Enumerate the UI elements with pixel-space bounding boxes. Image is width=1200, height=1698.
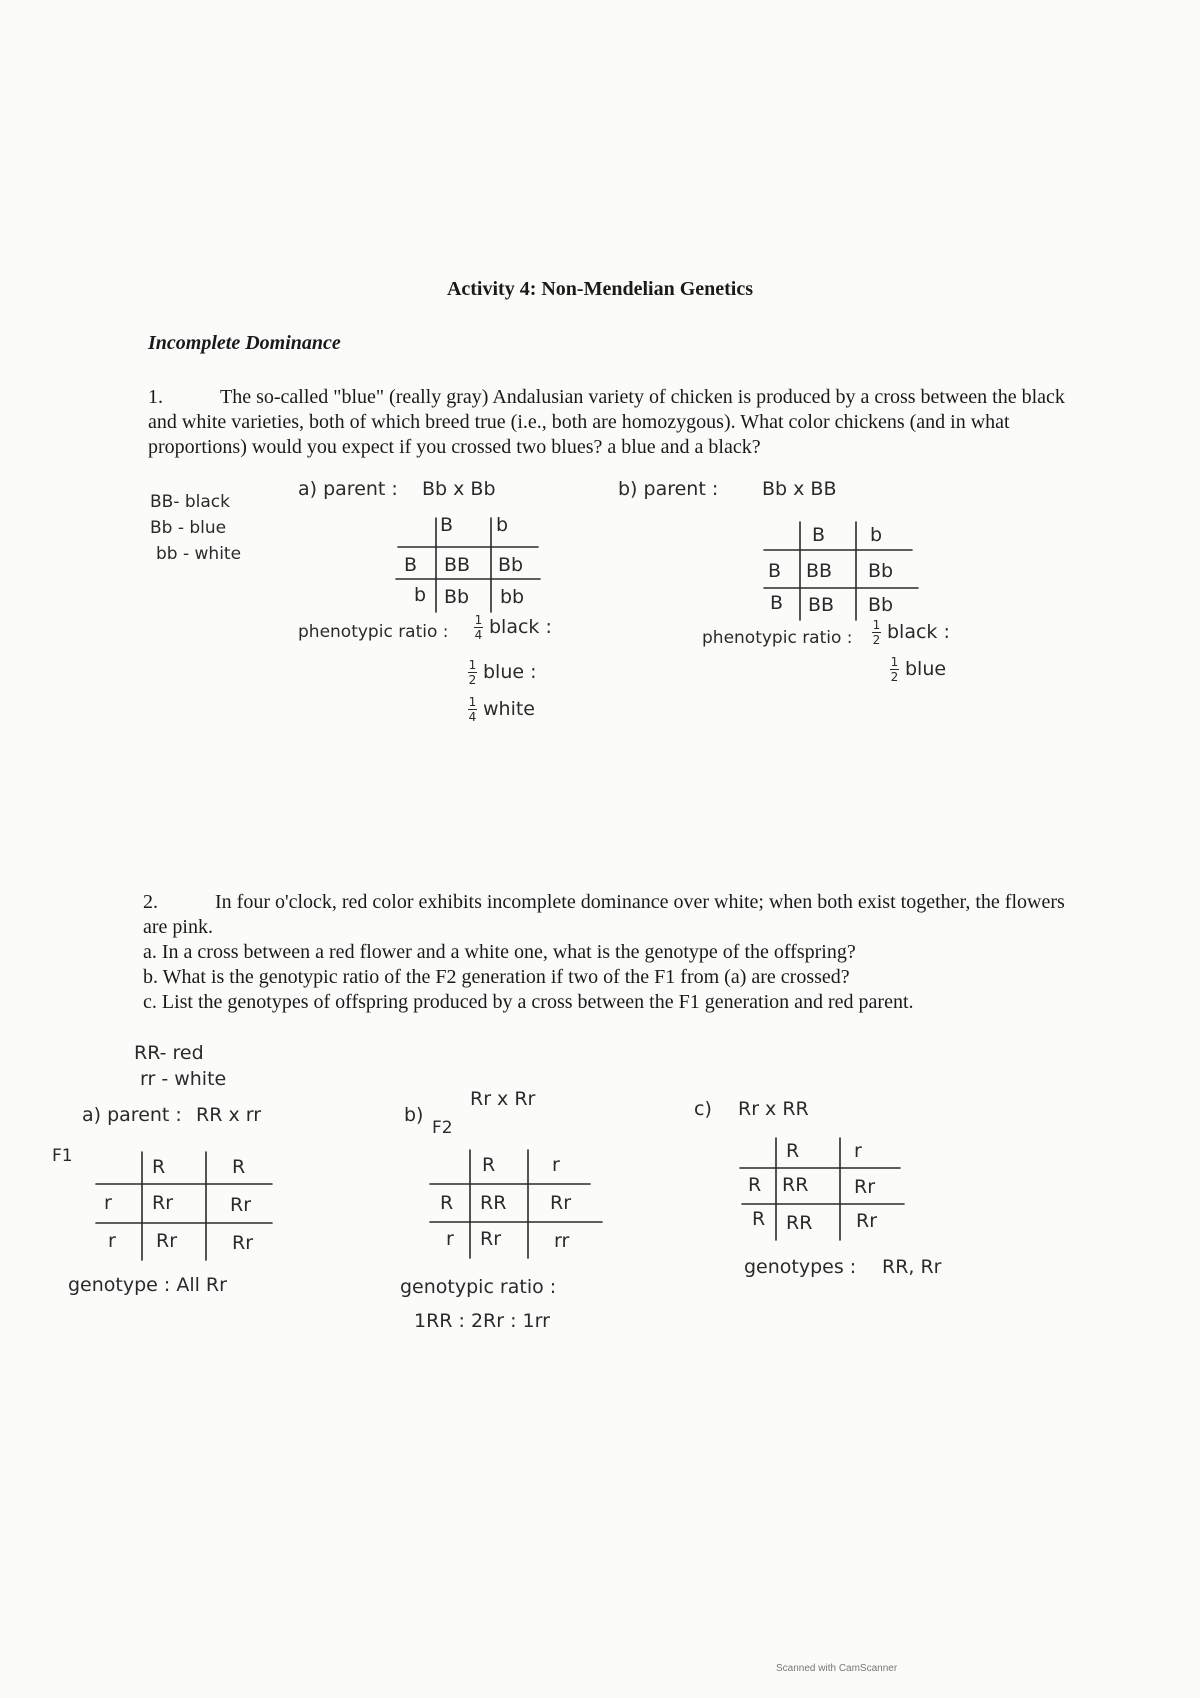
fraction: $\frac{1}{2}$ (468, 658, 477, 687)
q2c-row-header-2: R (752, 1208, 766, 1230)
q1a-ratio-blue: $\frac{1}{2}$ blue : (468, 658, 537, 687)
q2b-cross: Rr x Rr (470, 1088, 536, 1110)
section-heading: Incomplete Dominance (148, 332, 341, 354)
q1a-row-header-2: b (414, 584, 427, 606)
q1a-col-header-2: b (496, 514, 509, 536)
fraction: $\frac{1}{4}$ (474, 613, 483, 642)
q2b-label: b) (404, 1104, 424, 1126)
q1b-cell-2-2: Bb (868, 594, 894, 616)
q2c-cell-2-1: RR (786, 1212, 813, 1234)
q1a-label: a) parent : (298, 478, 398, 500)
q2a-cell-1-2: Rr (230, 1194, 252, 1216)
q2c-result-label: genotypes : (744, 1256, 857, 1278)
q1-key-white: bb - white (156, 544, 242, 564)
q2a-col-header-1: R (152, 1156, 166, 1178)
question-1-number: 1. (148, 386, 163, 408)
q1b-label: b) parent : (618, 478, 719, 500)
scanner-watermark: Scanned with CamScanner (776, 1663, 898, 1674)
question-2-number: 2. (143, 891, 158, 913)
q1b-row-header-2: B (770, 592, 784, 614)
question-2b: b. What is the genotypic ratio of the F2 generation if two of the F1 from (a) are crossed? (143, 966, 850, 988)
q2b-result-label: genotypic ratio : (400, 1276, 557, 1298)
q2b-cell-1-2: Rr (550, 1192, 572, 1214)
q2b-cell-2-2: rr (554, 1230, 570, 1252)
q2c-row-header-1: R (748, 1174, 762, 1196)
q2a-col-header-2: R (232, 1156, 246, 1178)
q1b-cell-1-1: BB (806, 560, 833, 582)
q1b-cross: Bb x BB (762, 478, 837, 500)
q2b-cell-1-1: RR (480, 1192, 507, 1214)
q1b-ratio-blue: $\frac{1}{2}$ blue (890, 655, 947, 684)
q2b-result: 1RR : 2Rr : 1rr (414, 1310, 550, 1332)
q2a-row-header-1: r (104, 1192, 112, 1214)
q1b-ratio-label: phenotypic ratio : (702, 628, 853, 648)
q2-key-red: RR- red (134, 1042, 204, 1064)
q2b-generation: F2 (432, 1118, 453, 1138)
q1b-cell-1-2: Bb (868, 560, 894, 582)
q2b-cell-2-1: Rr (480, 1228, 502, 1250)
fraction: $\frac{1}{2}$ (872, 618, 881, 647)
question-1 (148, 385, 1068, 460)
q1a-cell-2-1: Bb (444, 586, 470, 608)
q1-key-black: BB- black (150, 492, 230, 512)
q2a-cross: RR x rr (196, 1104, 262, 1126)
q1a-col-header-1: B (440, 514, 454, 536)
q1a-cell-2-2: bb (500, 586, 525, 608)
q2b-col-header-2: r (552, 1154, 560, 1176)
q2b-row-header-1: R (440, 1192, 454, 1214)
q2-key-white: rr - white (140, 1068, 227, 1090)
q2c-cell-2-2: Rr (856, 1210, 878, 1232)
q2a-result: genotype : All Rr (68, 1274, 227, 1296)
q1a-ratio-black: $\frac{1}{4}$ black : (474, 613, 552, 642)
q2c-col-header-1: R (786, 1140, 800, 1162)
q2a-cell-1-1: Rr (152, 1192, 174, 1214)
q1a-ratio-white: $\frac{1}{4}$ white (468, 695, 535, 724)
question-2-text: In four o'clock, red color exhibits incomplete dominance over white; when both exist together, the flowers are pink. (143, 891, 1065, 938)
q2c-col-header-2: r (854, 1140, 862, 1162)
q1a-row-header-1: B (404, 554, 418, 576)
q2a-row-header-2: r (108, 1230, 116, 1252)
fraction: $\frac{1}{4}$ (468, 695, 477, 724)
q2c-result: RR, Rr (882, 1256, 942, 1278)
q2c-cell-1-1: RR (782, 1174, 809, 1196)
q2c-cross: Rr x RR (738, 1098, 809, 1120)
question-1-text: The so-called "blue" (really gray) Andalusian variety of chicken is produced by a cross between the black and white varieties, both of which breed true (i.e., both are homozygous). What color chickens (and in what proportions) would you expect if you crossed two blues? a blue and a black? (148, 386, 1065, 458)
q1a-ratio-label: phenotypic ratio : (298, 622, 449, 642)
q2b-col-header-1: R (482, 1154, 496, 1176)
question-2a: a. In a cross between a red flower and a white one, what is the genotype of the offspring? (143, 941, 856, 963)
q2a-label: a) parent : (82, 1104, 182, 1126)
page-title: Activity 4: Non-Mendelian Genetics (446, 278, 754, 300)
q1-key-blue: Bb - blue (150, 518, 227, 538)
q1b-ratio-black: $\frac{1}{2}$ black : (872, 618, 950, 647)
q1a-cross: Bb x Bb (422, 478, 496, 500)
q1b-col-header-2: b (870, 524, 883, 546)
q1a-cell-1-2: Bb (498, 554, 524, 576)
q2b-row-header-2: r (446, 1228, 454, 1250)
q2a-generation: F1 (52, 1146, 73, 1166)
q2a-cell-2-1: Rr (156, 1230, 178, 1252)
q1b-cell-2-1: BB (808, 594, 835, 616)
q1b-col-header-1: B (812, 524, 826, 546)
fraction: $\frac{1}{2}$ (890, 655, 899, 684)
question-2 (143, 890, 1073, 1015)
q2c-cell-1-2: Rr (854, 1176, 876, 1198)
q2a-cell-2-2: Rr (232, 1232, 254, 1254)
q1a-cell-1-1: BB (444, 554, 471, 576)
q1b-row-header-1: B (768, 560, 782, 582)
q2c-label: c) (694, 1098, 712, 1120)
question-2c: c. List the genotypes of offspring produced by a cross between the F1 generation and red parent. (143, 991, 914, 1013)
